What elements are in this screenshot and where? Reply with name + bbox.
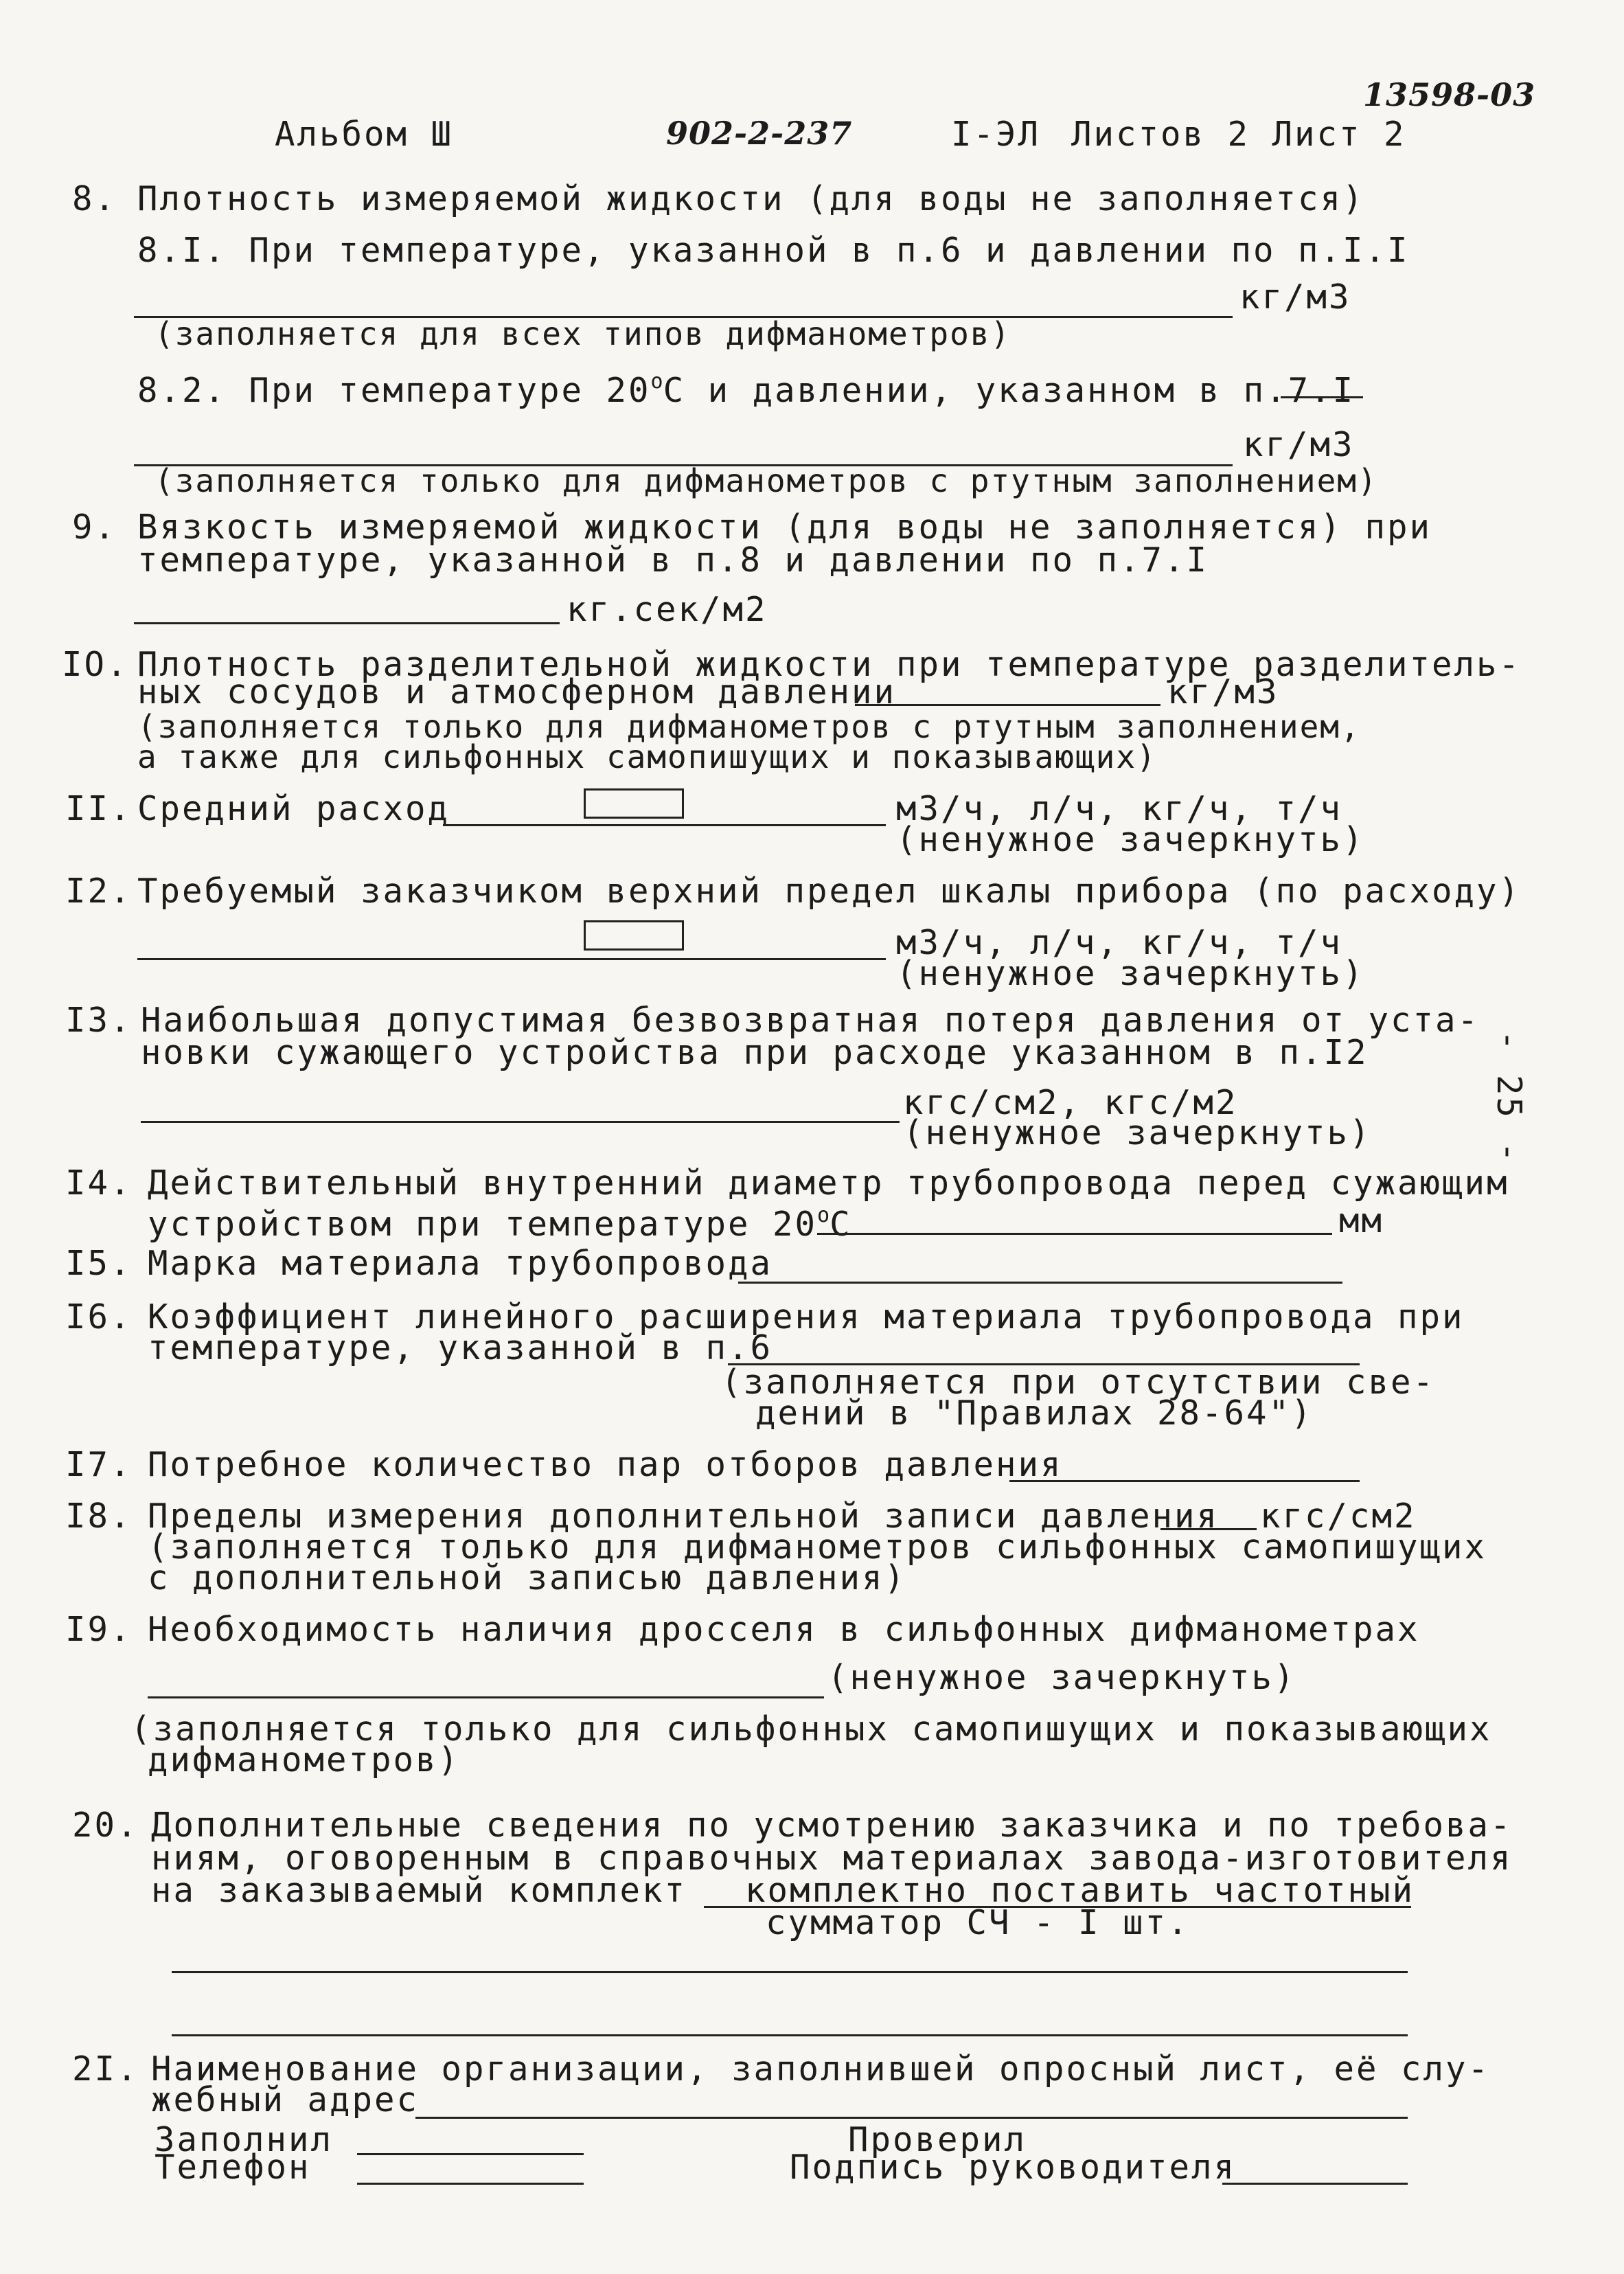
item-9-number: 9. bbox=[72, 508, 117, 547]
item-15-field[interactable] bbox=[738, 1282, 1342, 1284]
item-8-2-note: (заполняется только для дифманометров с ртутным заполнением) bbox=[155, 462, 1378, 499]
phone-field[interactable] bbox=[357, 2183, 584, 2185]
item-17-number: I7. bbox=[65, 1445, 133, 1484]
item-16-note1: (заполняется при отсутствии све- bbox=[721, 1363, 1436, 1402]
item-10-note1: (заполняется только для дифманометров с ртутным заполнением, bbox=[137, 708, 1361, 745]
item-21-number: 2I. bbox=[72, 2049, 139, 2089]
item-14-line2-b: С bbox=[830, 1205, 852, 1244]
item-11-text: Средний расход bbox=[137, 789, 450, 828]
item-9-line1: Вязкость измеряемой жидкости (для воды не заполняется) при bbox=[137, 508, 1432, 547]
item-13-note: (ненужное зачеркнуть) bbox=[903, 1113, 1372, 1152]
item-9-line2: температуре, указанной в п.8 и давлении по п.7.I bbox=[137, 541, 1209, 580]
item-16-note2: дений в "Правилах 28-64") bbox=[755, 1394, 1314, 1433]
item-8-2-text-b: С и давлении, указанном в п.7.I bbox=[663, 371, 1356, 410]
item-18-note1: (заполняется только для дифманометров сильфонных самопишущих bbox=[148, 1527, 1487, 1567]
item-8-number: 8. bbox=[72, 179, 117, 218]
item-19-text: Необходимость наличия дросселя в сильфонных дифманометрах bbox=[148, 1610, 1420, 1649]
item-18-text: Пределы измерения дополнительной записи давления bbox=[148, 1497, 1220, 1536]
item-16-number: I6. bbox=[65, 1297, 133, 1337]
signature-field[interactable] bbox=[1222, 2183, 1408, 2185]
item-8-2-field-short[interactable] bbox=[1281, 396, 1363, 398]
item-20-field-3[interactable] bbox=[172, 2034, 1408, 2036]
item-14-line2 bbox=[148, 1196, 852, 1244]
item-13-line1: Наибольшая допустимая безвозвратная потеря давления от уста- bbox=[141, 1001, 1480, 1040]
item-8-1-text: 8.I. При температуре, указанной в п.6 и давлении по п.I.I bbox=[137, 231, 1410, 270]
item-15-number: I5. bbox=[65, 1244, 133, 1283]
phone-label: Телефон bbox=[155, 2148, 311, 2187]
checked-by-label: Проверил bbox=[848, 2120, 1027, 2159]
item-10-line2: ных сосудов и атмосферном давлении bbox=[137, 672, 897, 712]
item-8-2-text-a: 8.2. При температуре 20 bbox=[137, 371, 651, 410]
item-13-field[interactable] bbox=[141, 1121, 900, 1123]
item-21-line1: Наименование организации, заполнившей опросный лист, её слу- bbox=[151, 2049, 1491, 2089]
item-13-unit: кгс/см2, кгс/м2 bbox=[903, 1083, 1238, 1122]
item-20-answer2: сумматор СЧ - I шт. bbox=[766, 1903, 1190, 1942]
item-12-field[interactable] bbox=[137, 958, 886, 960]
degree-sign: o bbox=[650, 369, 663, 394]
item-14-number: I4. bbox=[65, 1163, 133, 1203]
filled-by-label: Заполнил bbox=[155, 2120, 334, 2159]
item-8-2-unit: кг/м3 bbox=[1243, 425, 1355, 464]
item-19-note1: (заполняется только для сильфонных самопишущих и показывающих bbox=[130, 1709, 1492, 1749]
item-12-number: I2. bbox=[65, 872, 133, 911]
item-19-note2: дифманометров) bbox=[148, 1740, 461, 1780]
item-11-note: (ненужное зачеркнуть) bbox=[896, 820, 1365, 859]
organization-address-field[interactable] bbox=[415, 2117, 1408, 2119]
item-17-field[interactable] bbox=[1009, 1480, 1360, 1482]
item-8-1-note: (заполняется для всех типов дифманометров) bbox=[155, 315, 1011, 352]
item-10-note2: а также для сильфонных самопишущих и показывающих) bbox=[137, 738, 1157, 775]
item-14-line1: Действительный внутренний диаметр трубопровода перед сужающим bbox=[148, 1163, 1509, 1203]
item-10-field[interactable] bbox=[855, 704, 1160, 706]
item-20-line3: на заказываемый комплект bbox=[151, 1871, 687, 1910]
item-9-field[interactable] bbox=[134, 622, 560, 624]
item-11-box[interactable] bbox=[584, 788, 684, 819]
item-12-box[interactable] bbox=[584, 920, 684, 951]
item-10-line1: Плотность разделительной жидкости при температуре разделитель- bbox=[137, 645, 1522, 684]
item-8-2-text bbox=[137, 363, 1355, 410]
item-12-unit: м3/ч, л/ч, кг/ч, т/ч bbox=[896, 923, 1343, 962]
item-18-unit: кгс/см2 bbox=[1260, 1497, 1417, 1536]
item-13-number: I3. bbox=[65, 1001, 133, 1040]
item-14-line2-a: устройством при температуре 20 bbox=[148, 1205, 818, 1244]
item-19-note-strike: (ненужное зачеркнуть) bbox=[827, 1658, 1296, 1697]
section-code: I-ЭЛ bbox=[951, 115, 1041, 154]
item-20-answer1: комплектно поставить частотный bbox=[745, 1871, 1415, 1910]
item-9-unit: кг.сек/м2 bbox=[567, 590, 768, 629]
page-number: - 25 - bbox=[1489, 1030, 1529, 1165]
signature-label: Подпись руководителя bbox=[790, 2148, 1237, 2187]
document-number: 13598-03 bbox=[1363, 76, 1536, 113]
item-18-number: I8. bbox=[65, 1497, 133, 1536]
project-number: 902-2-237 bbox=[666, 115, 853, 152]
item-14-field[interactable] bbox=[817, 1233, 1332, 1235]
item-20-number: 20. bbox=[72, 1806, 139, 1845]
item-20-line1: Дополнительные сведения по усмотрению заказчика и по требова- bbox=[151, 1806, 1513, 1845]
item-13-line2: новки сужающего устройства при расходе указанном в п.I2 bbox=[141, 1033, 1369, 1072]
item-15-text: Марка материала трубопровода bbox=[148, 1244, 773, 1283]
item-17-text: Потребное количество пар отборов давления bbox=[148, 1445, 1063, 1484]
album-label: Альбом Ш bbox=[275, 115, 454, 154]
item-14-unit: мм bbox=[1339, 1201, 1384, 1240]
item-18-note2: с дополнительной записью давления) bbox=[148, 1558, 907, 1598]
item-12-text: Требуемый заказчиком верхний предел шкалы прибора (по расходу) bbox=[137, 872, 1522, 911]
item-20-line2: ниям, оговоренным в справочных материалах завода-изготовителя bbox=[151, 1839, 1513, 1878]
item-20-field-2[interactable] bbox=[172, 1971, 1408, 1973]
item-10-unit: кг/м3 bbox=[1167, 672, 1279, 712]
sheet-count: Листов 2 Лист 2 bbox=[1071, 115, 1406, 154]
item-19-number: I9. bbox=[65, 1610, 133, 1649]
item-8-1-unit: кг/м3 bbox=[1239, 277, 1351, 317]
item-11-field[interactable] bbox=[443, 824, 886, 826]
item-11-unit: м3/ч, л/ч, кг/ч, т/ч bbox=[896, 789, 1343, 828]
item-12-note: (ненужное зачеркнуть) bbox=[896, 954, 1365, 993]
item-21-line2: жебный адрес bbox=[151, 2080, 420, 2119]
item-8-text: Плотность измеряемой жидкости (для воды не заполняется) bbox=[137, 179, 1365, 218]
item-16-line2: температуре, указанной в п.6 bbox=[148, 1328, 773, 1367]
item-19-field[interactable] bbox=[148, 1696, 824, 1698]
item-10-number: IO. bbox=[62, 645, 129, 684]
item-11-number: II. bbox=[65, 789, 133, 828]
degree-sign: o bbox=[817, 1203, 830, 1227]
filled-by-field[interactable] bbox=[357, 2153, 584, 2155]
item-16-line1: Коэффициент линейного расширения материала трубопровода при bbox=[148, 1297, 1465, 1337]
